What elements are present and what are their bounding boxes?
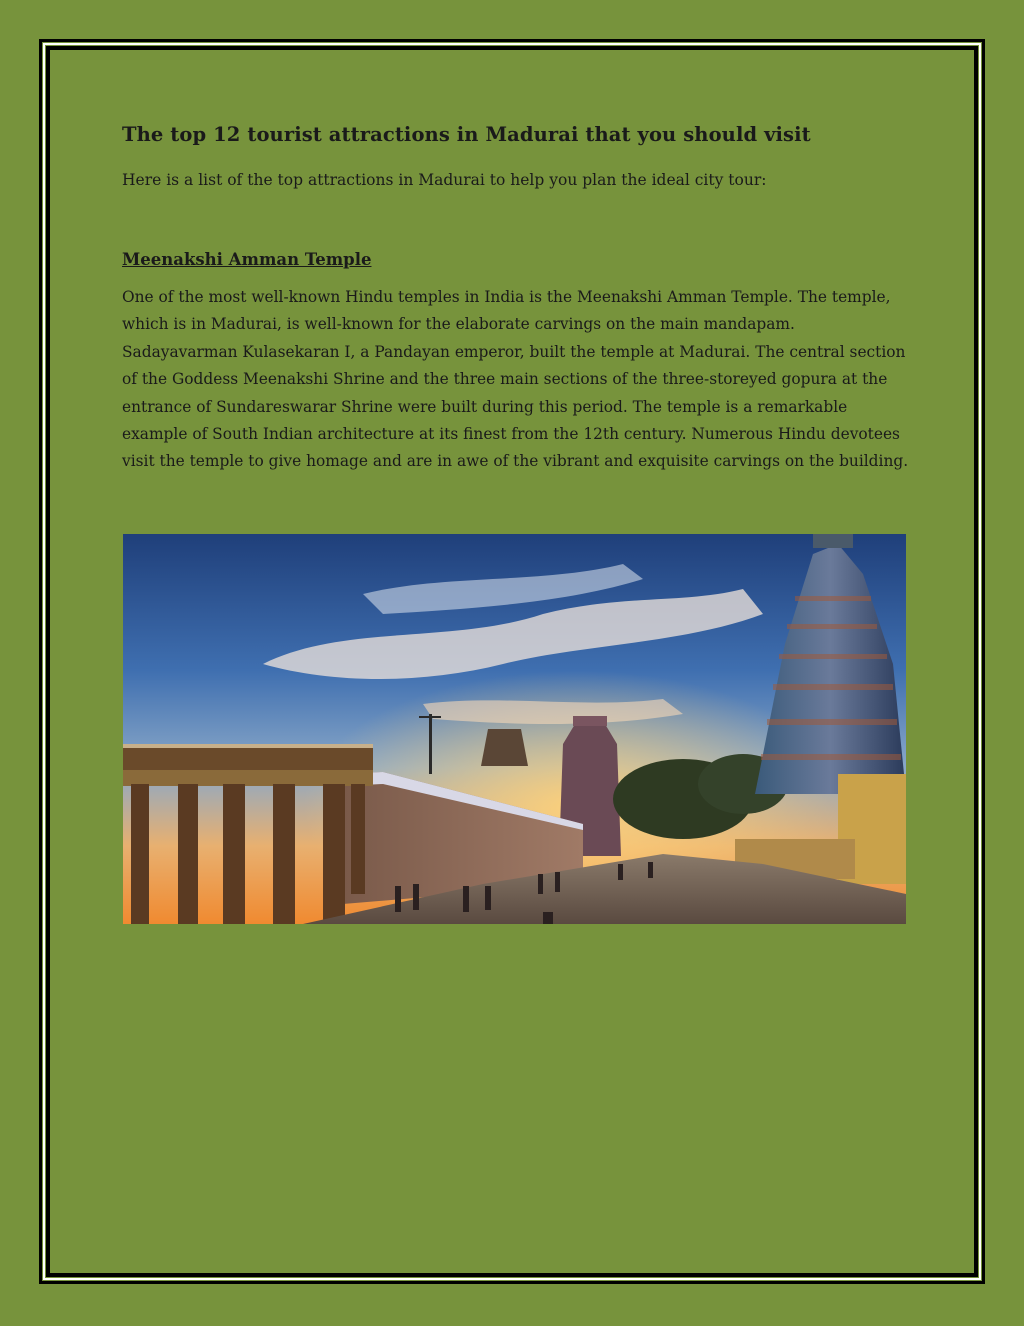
temple-photo (123, 534, 906, 924)
document-content (122, 120, 912, 476)
document-title: The top 12 tourist attractions in Madurai that you should visit (122, 123, 811, 146)
section-heading-meenakshi: Meenakshi Amman Temple (122, 250, 372, 269)
section-paragraph-meenakshi: One of the most well-known Hindu temples in India is the Meenakshi Amman Temple. The temple, which is in Madurai, is well-known for the elaborate carvings on the main mandapam. Sadayavarman Kulasekaran I, a Pandayan emperor, built the temple at Madurai. The central section of the Goddess Meenakshi Shrine and the three main sections of the three-storeyed gopura at the entrance of Sundareswarar Shrine were built during this period. The temple is a remarkable example of South Indian architecture at its finest from the 12th century. Numerous Hindu devotees visit the temple to give homage and are in awe of the vibrant and exquisite carvings on the building. (122, 288, 909, 471)
intro-paragraph: Here is a list of the top attractions in Madurai to help you plan the ideal city tour: (122, 171, 767, 189)
